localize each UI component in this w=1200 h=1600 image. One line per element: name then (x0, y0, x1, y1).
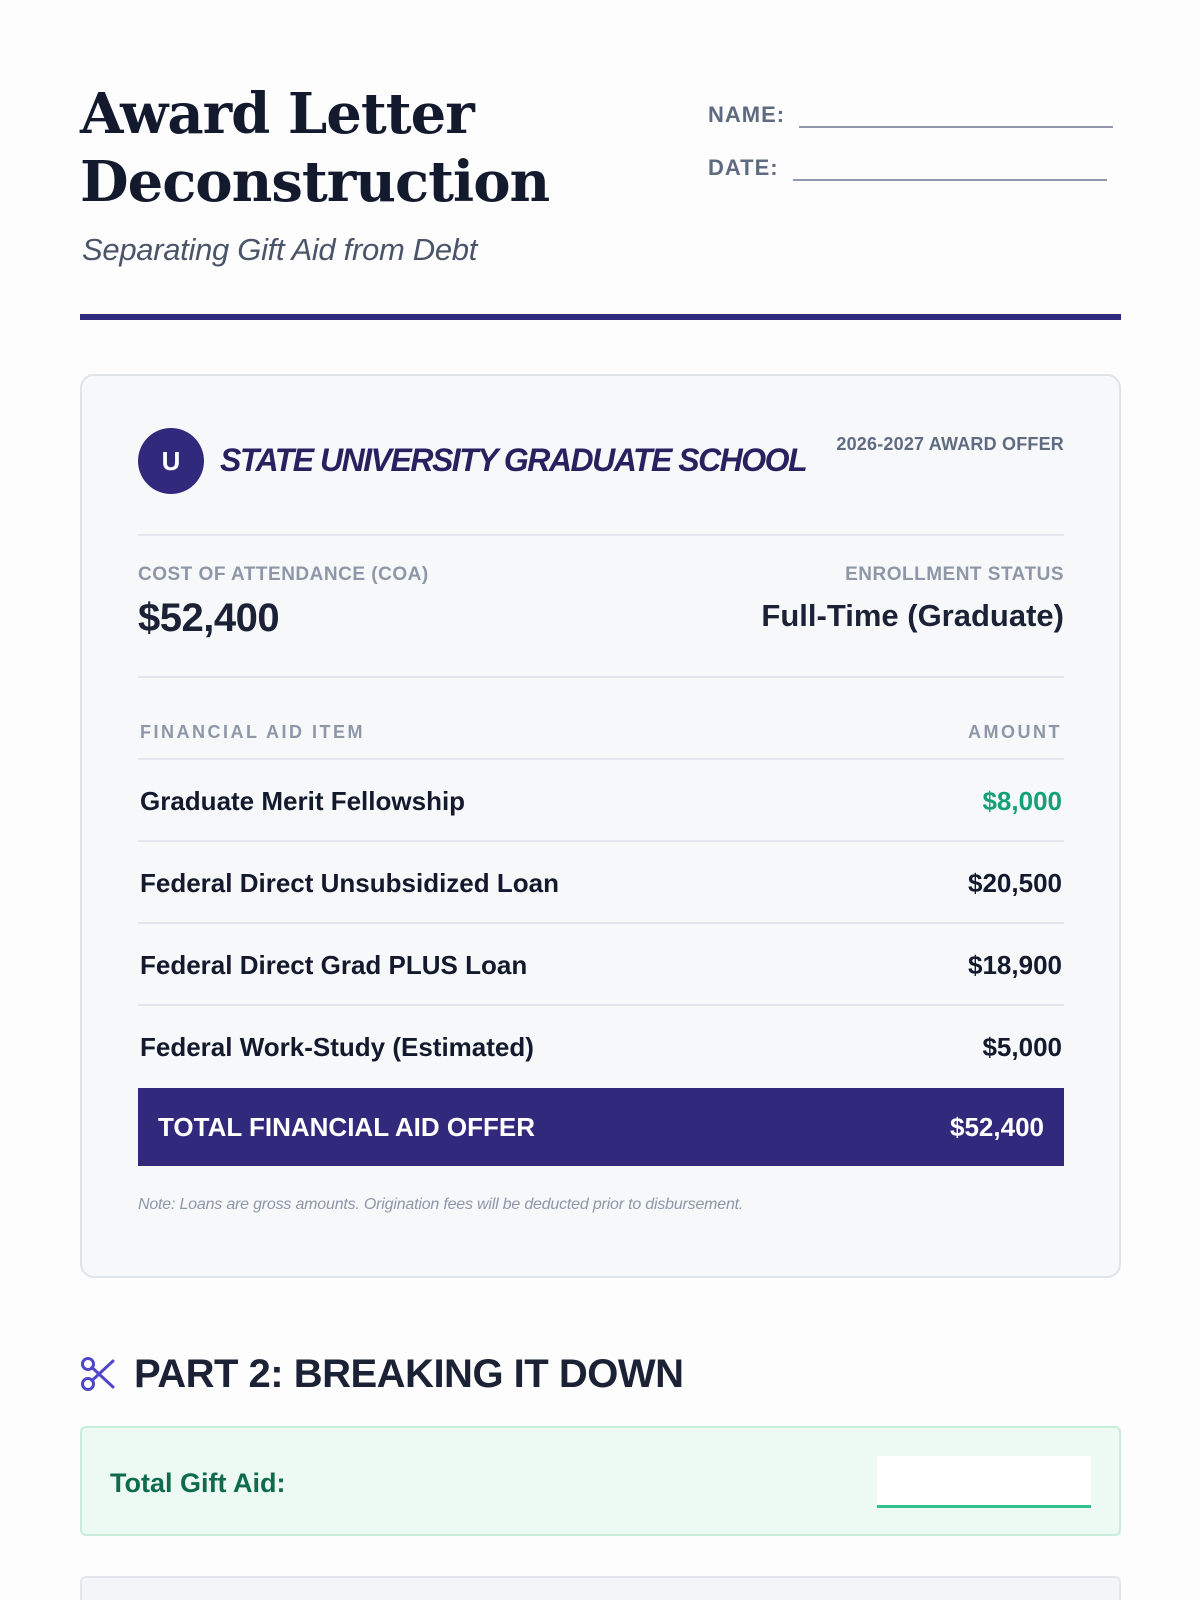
title-line-2: Deconstruction (80, 149, 550, 215)
cost-summary (138, 536, 1064, 678)
student-fields (708, 88, 1113, 194)
total-aid-amount: $52,400 (950, 1112, 1044, 1142)
aid-item-amount: $18,900 (968, 950, 1062, 980)
aid-item-label: Federal Direct Unsubsidized Loan (140, 868, 559, 898)
school-header (138, 428, 1064, 536)
aid-table-header (138, 678, 1064, 760)
loan-note: Note: Loans are gross amounts. Origination fees will be deducted prior to disbursement. (138, 1196, 744, 1213)
part2-heading (80, 1352, 683, 1396)
aid-item-amount: $5,000 (982, 1032, 1062, 1062)
table-row (138, 760, 1064, 842)
aid-item-amount: $20,500 (968, 868, 1062, 898)
scissors-icon (80, 1356, 116, 1392)
university-logo: U (138, 428, 204, 494)
aid-item-label: Federal Direct Grad PLUS Loan (140, 950, 528, 980)
award-letter-card (80, 374, 1121, 1278)
name-input-line[interactable] (799, 100, 1113, 128)
award-year: 2026-2027 AWARD OFFER (836, 434, 1064, 454)
aid-item-label: Federal Work-Study (Estimated) (140, 1032, 534, 1062)
gift-aid-input[interactable] (877, 1456, 1091, 1508)
column-header-amount: AMOUNT (968, 722, 1062, 742)
coa-value: $52,400 (138, 596, 280, 640)
table-row (138, 924, 1064, 1006)
title-line-1: Award Letter (80, 81, 474, 147)
award-letter-content (138, 428, 1064, 1214)
name-field (708, 88, 1113, 128)
worksheet-header (80, 80, 1120, 320)
total-aid-row (138, 1088, 1064, 1166)
column-header-item: FINANCIAL AID ITEM (140, 722, 365, 742)
table-row (138, 1006, 1064, 1088)
table-row (138, 842, 1064, 924)
date-label: DATE: (708, 155, 779, 180)
date-input-line[interactable] (793, 153, 1107, 181)
coa-label: COST OF ATTENDANCE (COA) (138, 564, 429, 585)
part2-title: PART 2: BREAKING IT DOWN (134, 1351, 684, 1396)
name-label: NAME: (708, 102, 786, 127)
enrollment-status-label: ENROLLMENT STATUS (845, 564, 1064, 585)
header-divider (80, 314, 1121, 320)
aid-item-amount: $8,000 (982, 786, 1062, 816)
next-section-box (80, 1576, 1121, 1600)
date-field (708, 141, 1113, 181)
total-aid-label: TOTAL FINANCIAL AID OFFER (158, 1112, 535, 1142)
aid-item-label: Graduate Merit Fellowship (140, 786, 466, 816)
school-name: STATE UNIVERSITY GRADUATE SCHOOL (220, 442, 807, 478)
gift-aid-label: Total Gift Aid: (110, 1468, 286, 1498)
aid-table-body (138, 760, 1064, 1088)
gift-aid-box (80, 1426, 1121, 1536)
enrollment-status-value: Full-Time (Graduate) (761, 598, 1064, 633)
page-subtitle: Separating Gift Aid from Debt (82, 232, 478, 267)
